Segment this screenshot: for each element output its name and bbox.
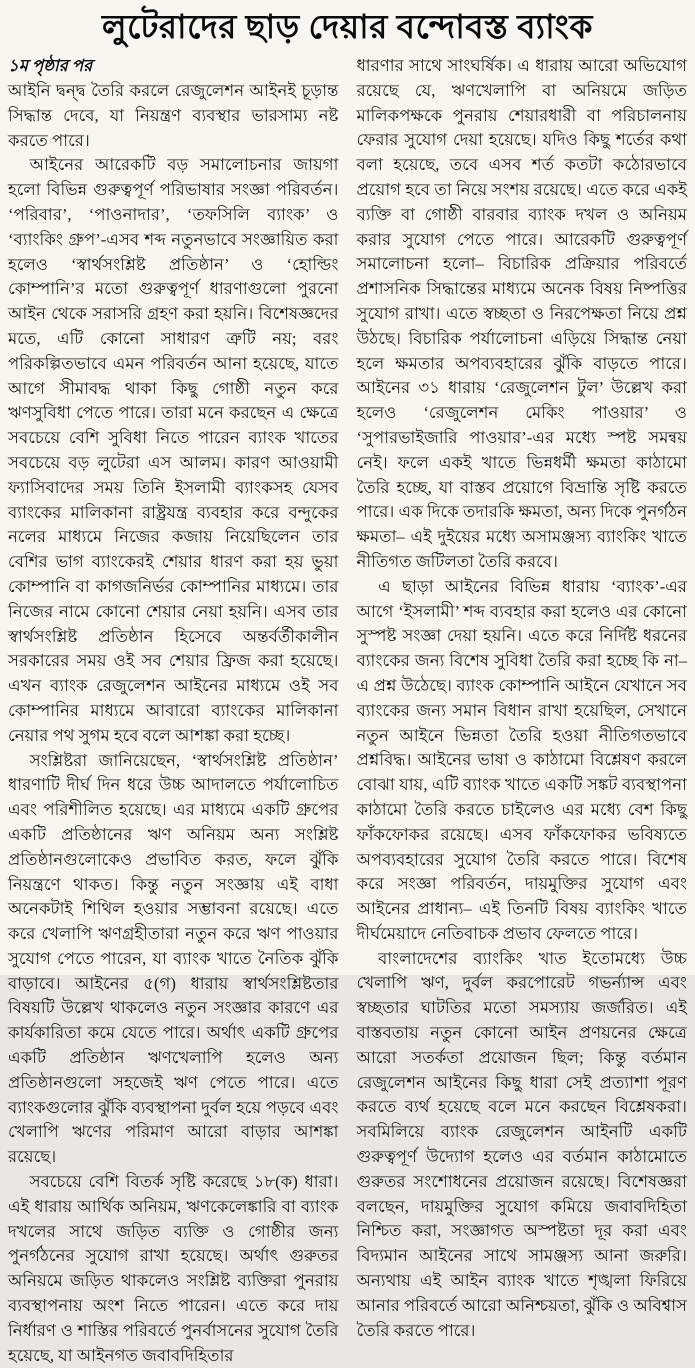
article-paragraph: এ ছাড়া আইনের বিভিন্ন ধারায় ‘ব্যাংক’-এর আগে ‘ইসলামী’ শব্দ ব্যবহার করা হলেও এর কোনো সুস্পষ্ট সংজ্ঞা দেয়া হয়নি। এতে করে নির্দিষ্ট ধরনের ব্যাংকের জন্য বিশেষ সুবিধা তৈরি করা হচ্ছে কি না– এ প্রশ্ন উঠেছে। ব্যাংক কোম্পানি আইনে যেখানে সব ব্যাংকের জন্য সমান বিধান রাখা হয়েছিল, সেখানে নতুন আইনে ভিন্নতা তৈরি হওয়া নীতিগতভাবে প্রশ্নবিদ্ধ। আইনের ভাষা ও কাঠামো বিশ্লেষণ করলে বোঝা যায়, এটি ব্যাংক খাতে একটি সঙ্কট ব্যবস্থাপনা কাঠামো তৈরি করতে চাইলেও এর মধ্যে বেশ কিছু ফাঁকফোকর রয়েছে। এসব ফাঁকফোকর ভবিষ্যতে অপব্যবহারের সুযোগ তৈরি করতে পারে। বিশেষ করে সংজ্ঞা পরিবর্তন, দায়মুক্তির সুযোগ এবং আইনের প্রাধান্য– এই তিনটি বিষয় ব্যাংকিং খাতে দীর্ঘমেয়াদে নেতিবাচক প্রভাব ফেলতে পারে। [356,576,687,943]
continuation-from-page-label: ১ম পৃষ্ঠার পর [8,56,93,75]
article-headline: লুটেরাদের ছাড় দেয়ার বন্দোবস্ত ব্যাংক [102,10,593,46]
article-paragraph: ধারণার সাথে সাংঘর্ষিক। এ ধারায় আরো অভিযোগ রয়েছে যে, ঋণখেলাপি বা অনিয়মে জড়িত মালিকপক্ষকে পুনরায় শেয়ারধারী বা পরিচালনায় ফেরার সুযোগ দেয়া হয়েছে। যদিও কিছু শর্তের কথা বলা হয়েছে, তবে এসব শর্ত কতটা কঠোরভাবে প্রয়োগ হবে তা নিয়ে সংশয় রয়েছে। এতে করে একই ব্যক্তি বা গোষ্ঠী বারবার ব্যাংক দখল ও অনিয়ম করার সুযোগ পেতে পারে। আরেকটি গুরুত্বপূর্ণ সমালোচনা হলো– বিচারিক প্রক্রিয়ার পরিবর্তে প্রশাসনিক সিদ্ধান্তের মাধ্যমে অনেক বিষয় নিষ্পত্তির সুযোগ রাখা। এতে স্বচ্ছতা ও নিরপেক্ষতা নিয়ে প্রশ্ন উঠছে। বিচারিক পর্যালোচনা এড়িয়ে সিদ্ধান্ত নেয়া হলে ক্ষমতার অপব্যবহারের ঝুঁকি বাড়তে পারে। আইনের ৩১ ধারায় ‘রেজুলেশন টুল’ উল্লেখ করা হলেও ‘রেজুলেশন মেকিং পাওয়ার’ ও ‘সুপারভাইজারি পাওয়ার’-এর মধ্যে স্পষ্ট সমন্বয় নেই। ফলে একই খাতে ভিন্নধর্মী ক্ষমতা কাঠামো তৈরি হচ্ছে, যা বাস্তব প্রয়োগে বিভ্রান্তি সৃষ্টি করতে পারে। এক দিকে তদারকি ক্ষমতা, অন্য দিকে পুনর্গঠন ক্ষমতা– এই দুইয়ের মধ্যে অসামঞ্জস্য ব্যাংকিং খাতে নীতিগত জটিলতা তৈরি করবে। [356,56,687,571]
article-column-right [357,54,688,1343]
article-paragraph: আইনের আরেকটি বড় সমালোচনার জায়গা হলো বিভিন্ন গুরুত্বপূর্ণ পরিভাষার সংজ্ঞা পরিবর্তন। ‘পরিবার’, ‘পাওনাদার’, ‘তফসিলি ব্যাংক’ ও ‘ব্যাংকিং গ্রুপ’-এসব শব্দ নতুনভাবে সংজ্ঞায়িত করা হলেও ‘স্বার্থসংশ্লিষ্ট প্রতিষ্ঠান’ ও ‘হোল্ডিং কোম্পানি’র মতো গুরুত্বপূর্ণ ধারণাগুলো পুরনো আইন থেকে সরাসরি গ্রহণ করা হয়নি। বিশেষজ্ঞদের মতে, এটি কোনো সাধারণ ত্রুটি নয়; বরং পরিকল্পিতভাবে এমন পরিবর্তন আনা হয়েছে, যাতে আগে সীমাবদ্ধ থাকা কিছু গোষ্ঠী নতুন করে ঋণসুবিধা পেতে পারে। তারা মনে করছেন এ ক্ষেত্রে সবচেয়ে বেশি সুবিধা নিতে পারেন ব্যাংক খাতের সবচেয়ে বড় লুটেরা এস আলম। কারণ আওয়ামী ফ্যাসিবাদের সময় তিনি ইসলামী ব্যাংকসহ যেসব ব্যাংকের মালিকানা রাষ্ট্রযন্ত্র ব্যবহার করে বন্দুকের নলের মাধ্যমে নিজের কজায় নিয়েছিলেন তার বেশির ভাগ ব্যাংকেরই শেয়ার ধারণ করা হয় ভুয়া কোম্পানি বা কাগজনির্ভর কোম্পানির মাধ্যমে। তার নিজের নামে কোনো শেয়ার নেয়া হয়নি। এসব তার স্বার্থসংশ্লিষ্ট প্রতিষ্ঠান হিসেবে অন্তর্বর্তীকালীন সরকারের সময় ওই সব শেয়ার ফ্রিজ করা হয়েছে। এখন ব্যাংক রেজুলেশন আইনের মাধ্যমে ওই সব কোম্পানির মাধ্যমে আবারো ব্যাংকের মালিকানা নেয়ার পথ সুগম হবে বলে আশঙ্কা করা হচ্ছে। [8,155,339,745]
article-paragraph: সংশ্লিষ্টরা জানিয়েছেন, ‘স্বার্থসংশ্লিষ্ট প্রতিষ্ঠান’ ধারণাটি দীর্ঘ দিন ধরে উচ্চ আদালতে পর্যালোচিত এবং পরিশীলিত হয়েছে। এর মাধ্যমে একটি গ্রুপের একটি প্রতিষ্ঠানের ঋণ অনিয়ম অন্য সংশ্লিষ্ট প্রতিষ্ঠানগুলোকেও প্রভাবিত করত, ফলে ঝুঁকি নিয়ন্ত্রণে থাকত। কিন্তু নতুন সংজ্ঞায় এই বাধা অনেকটাই শিথিল হওয়ার সম্ভাবনা রয়েছে। এতে করে খেলাপি ঋণগ্রহীতারা নতুন করে ঋণ পাওয়ার সুযোগ পেতে পারেন, যা ব্যাংক খাতে নৈতিক ঝুঁকি বাড়াবে। আইনের ৫(গ) ধারায় স্বার্থসংশ্লিষ্টতার বিষয়টি উল্লেখ থাকলেও নতুন সংজ্ঞার কারণে এর কার্যকারিতা কমে যেতে পারে। অর্থাৎ একটি গ্রুপের একটি প্রতিষ্ঠান ঋণখেলাপি হলেও অন্য প্রতিষ্ঠানগুলো সহজেই ঋণ পেতে পারে। এতে ব্যাংকগুলোর ঝুঁকি ব্যবস্থাপনা দুর্বল হয়ে পড়বে এবং খেলাপি ঋণের পরিমাণ আরো বাড়ার আশঙ্কা রয়েছে। [8,750,339,1167]
article-paragraph: আইনি দ্বন্দ্ব তৈরি করলে রেজুলেশন আইনই চূড়ান্ত সিদ্ধান্ত দেবে, যা নিয়ন্ত্রণ ব্যবস্থার ভারসাম্য নষ্ট করতে পারে। [8,81,339,150]
article-column-left [8,54,339,1368]
article-paragraph: বাংলাদেশের ব্যাংকিং খাত ইতোমধ্যে উচ্চ খেলাপি ঋণ, দুর্বল করপোরেট গভর্ন্যান্স এবং স্বচ্ছতার ঘাটতির মতো সমস্যায় জর্জরিত। এই বাস্তবতায় নতুন কোনো আইন প্রণয়নের ক্ষেত্রে আরো সতর্কতা প্রয়োজন ছিল; কিন্তু বর্তমান রেজুলেশন আইনের কিছু ধারা সেই প্রত্যাশা পূরণ করতে ব্যর্থ হয়েছে বলে মনে করছেন বিশ্লেষকরা। সবমিলিয়ে ব্যাংক রেজুলেশন আইনটি একটি গুরুত্বপূর্ণ উদ্যোগ হলেও এর বর্তমান কাঠামোতে গুরুতর সংশোধনের প্রয়োজন রয়েছে। বিশেষজ্ঞরা বলছেন, দায়মুক্তির সুযোগ কমিয়ে জবাবদিহিতা নিশ্চিত করা, সংজ্ঞাগত অস্পষ্টতা দূর করা এবং বিদ্যমান আইনের সাথে সামঞ্জস্য আনা জরুরি। অন্যথায় এই আইন ব্যাংক খাতে শৃঙ্খলা ফিরিয়ে আনার পরিবর্তে আরো অনিশ্চয়তা, ঝুঁকি ও অবিশ্বাস তৈরি করতে পারে। [356,948,687,1340]
article-columns [8,54,687,1368]
article-paragraph: সবচেয়ে বেশি বিতর্ক সৃষ্টি করেছে ১৮(ক) ধারা। এই ধারায় আর্থিক অনিয়ম, ঋণকেলেঙ্কারি বা ব্যাংক দখলের সাথে জড়িত ব্যক্তি ও গোষ্ঠীর জন্য পুনর্গঠনের সুযোগ রাখা হয়েছে। অর্থাৎ গুরুতর অনিয়মে জড়িত থাকলেও সংশ্লিষ্ট ব্যক্তিরা পুনরায় ব্যবস্থাপনায় অংশ নিতে পারেন। এতে করে দায় নির্ধারণ ও শাস্তির পরিবর্তে পুনর্বাসনের সুযোগ তৈরি হয়েছে, যা আইনগত জবাবদিহিতার [8,1172,339,1365]
